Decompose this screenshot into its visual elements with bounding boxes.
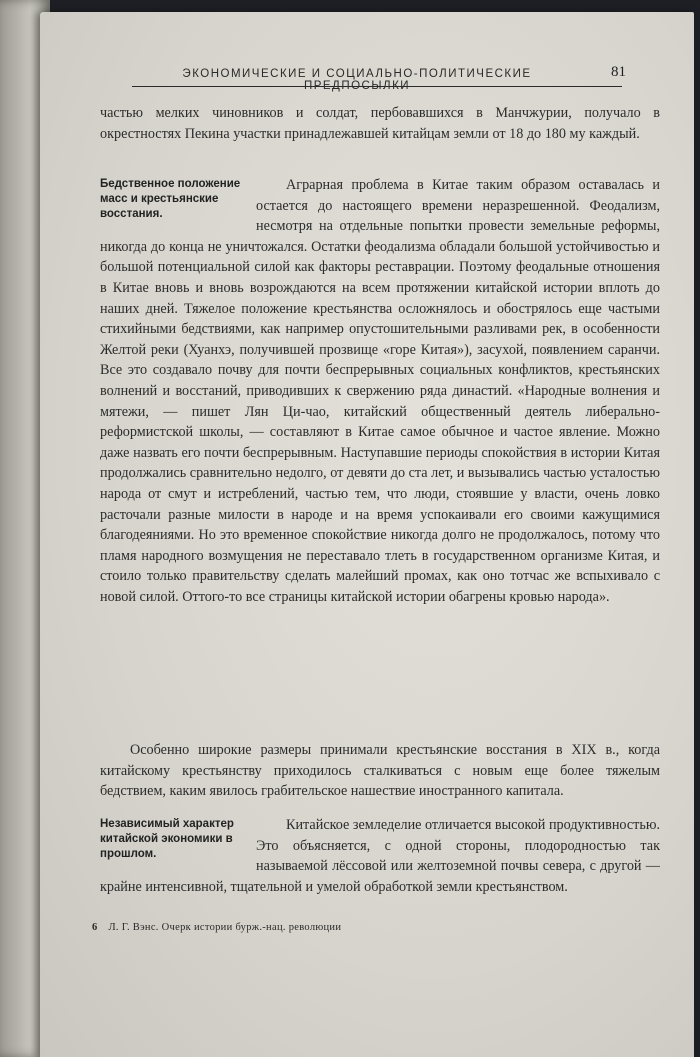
signature-title: Л. Г. Вэнс. Очерк истории бурж.-нац. революции: [108, 922, 342, 933]
side-heading-peasant-uprisings: Бедственное положение масс и крестьянские восстания.: [100, 178, 241, 220]
page-number: 81: [611, 64, 626, 80]
signature-line: [92, 922, 652, 933]
paragraph-4: Китайское земледелие отличается высокой продуктивностью. Это объясняется, с одной стороны, плодородностью так называемой лёссовой или желтоземной почвы севера, с другой — крайне интенсивной, тщательной и умелой обработкой земли крестьянством.: [100, 817, 660, 895]
paragraph-3: Особенно широкие размеры принимали крестьянские восстания в XIX в., когда китайскому крестьянству приходилось сталкиваться с новым еще более тяжелым бедствием, каким явилось грабительское нашествие иностранного капитала.: [100, 742, 660, 800]
paragraph-1: частью мелких чиновников и солдат, пербовавшихся в Манчжурии, получало в окрестностях Пекина участки принадлежавшей китайцам земли от 18 до 180 му каждый.: [100, 105, 660, 142]
paragraph-4-section: [100, 815, 660, 897]
running-head: ЭКОНОМИЧЕСКИЕ И СОЦИАЛЬНО-ПОЛИТИЧЕСКИЕ ПРЕДПОСЫЛКИ: [182, 68, 532, 92]
book-page: [40, 12, 694, 1057]
signature-mark: 6: [92, 922, 98, 933]
paragraph-2-section: [100, 175, 660, 607]
side-heading-economy: Независимый характер китайской экономики в прошлом.: [100, 818, 234, 860]
paragraph-2: Аграрная проблема в Китае таким образом оставалась и остается до настоящего времени неразрешенной. Феодализм, несмотря на отдельные попытки провести земельные реформы, никогда до конца не уничтожался. Остатки феодализма обладали большой устойчивостью и большой потенциальной силой как факторы реставрации. Поэтому феодальные отношения в Китае вновь и вновь возрождаются на всем протяжении китайской истории вплоть до наших дней. Тяжелое положение крестьянства осложнялось и обострялось еще частыми стихийными бедствиями, как например опустошительными разливами рек, в особенности Желтой реки (Хуанхэ, получившей прозвище «горе Китая»), засухой, появлением саранчи. Все это создавало почву для почти беспрерывных социальных конфликтов, крестьянских волнений и восстаний, приводивших к свержению ряда династий. «Народные волнения и мятежи, — пишет Лян Ци-чао, китайский общественный деятель либерально-реформистской школы, — составляют в Китае самое обычное и частое явление. Можно даже назвать его почти беспрерывным. Наступавшие периоды спокойствия в истории Китая продолжались сравнительно недолго, от девяти до ста лет, и вызывались частью усталостью народа от смут и истреблений, частью тем, что люди, стоявшие у власти, очень ловко расточали разные милости в народе и на время успокаивали его своими кажущимися благодеяниями. Но это временное спокойствие никогда долго не продолжалось, потому что пламя народного возмущения не переставало тлеть в государственном организме Китая, и стоило только правительству сделать малейший промах, как оно тотчас же вспыхивало с новой силой. Оттого-то все страницы китайской истории обагрены кровью народа».: [100, 177, 660, 605]
page-header: [132, 64, 626, 92]
